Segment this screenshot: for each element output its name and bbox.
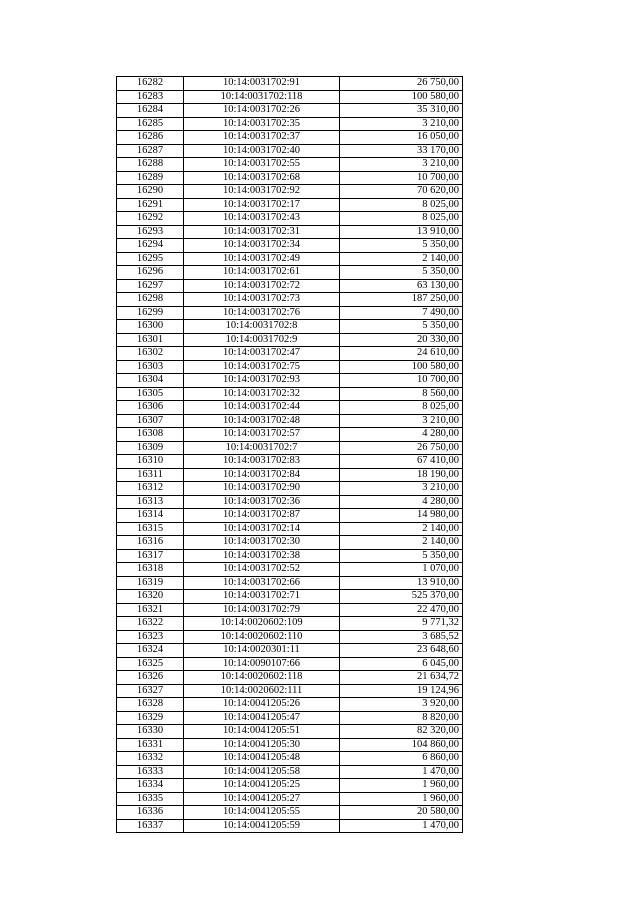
row-number-cell: 16300 [117,320,184,334]
value-cell: 2 140,00 [340,252,463,266]
value-cell: 5 350,00 [340,266,463,280]
cadastral-number-cell: 10:14:0090107:66 [184,657,340,671]
row-number-cell: 16283 [117,90,184,104]
table-row [117,77,463,91]
row-number-cell: 16317 [117,549,184,563]
table-row [117,225,463,239]
cadastral-number-cell: 10:14:0031702:52 [184,563,340,577]
table-row [117,563,463,577]
row-number-cell: 16287 [117,144,184,158]
cadastral-number-cell: 10:14:0041205:48 [184,752,340,766]
table-body [117,77,463,833]
cadastral-number-cell: 10:14:0031702:44 [184,401,340,415]
table-row [117,779,463,793]
value-cell: 63 130,00 [340,279,463,293]
table-row [117,455,463,469]
row-number-cell: 16292 [117,212,184,226]
table-row [117,104,463,118]
row-number-cell: 16323 [117,630,184,644]
cadastral-number-cell: 10:14:0031702:68 [184,171,340,185]
table-row [117,185,463,199]
cadastral-number-cell: 10:14:0041205:25 [184,779,340,793]
value-cell: 3 210,00 [340,158,463,172]
cadastral-number-cell: 10:14:0041205:58 [184,765,340,779]
value-cell: 26 750,00 [340,77,463,91]
row-number-cell: 16327 [117,684,184,698]
value-cell: 4 280,00 [340,428,463,442]
cadastral-number-cell: 10:14:0031702:47 [184,347,340,361]
value-cell: 8 025,00 [340,401,463,415]
value-cell: 1 470,00 [340,819,463,833]
cadastral-number-cell: 10:14:0031702:79 [184,603,340,617]
table-row [117,293,463,307]
table-row [117,320,463,334]
value-cell: 6 045,00 [340,657,463,671]
value-cell: 6 860,00 [340,752,463,766]
table-row [117,117,463,131]
value-cell: 7 490,00 [340,306,463,320]
value-cell: 8 820,00 [340,711,463,725]
row-number-cell: 16316 [117,536,184,550]
table-row [117,401,463,415]
value-cell: 3 210,00 [340,414,463,428]
row-number-cell: 16335 [117,792,184,806]
value-cell: 13 910,00 [340,225,463,239]
row-number-cell: 16321 [117,603,184,617]
row-number-cell: 16329 [117,711,184,725]
cadastral-number-cell: 10:14:0031702:55 [184,158,340,172]
row-number-cell: 16302 [117,347,184,361]
cadastral-number-cell: 10:14:0031702:61 [184,266,340,280]
table-row [117,549,463,563]
row-number-cell: 16295 [117,252,184,266]
cadastral-number-cell: 10:14:0041205:55 [184,806,340,820]
cadastral-number-cell: 10:14:0031702:91 [184,77,340,91]
cadastral-number-cell: 10:14:0031702:92 [184,185,340,199]
row-number-cell: 16318 [117,563,184,577]
value-cell: 19 124,96 [340,684,463,698]
row-number-cell: 16284 [117,104,184,118]
row-number-cell: 16305 [117,387,184,401]
row-number-cell: 16337 [117,819,184,833]
cadastral-number-cell: 10:14:0031702:36 [184,495,340,509]
table-row [117,198,463,212]
row-number-cell: 16325 [117,657,184,671]
row-number-cell: 16307 [117,414,184,428]
row-number-cell: 16330 [117,725,184,739]
row-number-cell: 16282 [117,77,184,91]
table-row [117,428,463,442]
value-cell: 5 350,00 [340,320,463,334]
table-row [117,266,463,280]
table-row [117,239,463,253]
value-cell: 1 070,00 [340,563,463,577]
table-row [117,252,463,266]
cadastral-number-cell: 10:14:0031702:57 [184,428,340,442]
row-number-cell: 16288 [117,158,184,172]
row-number-cell: 16304 [117,374,184,388]
table-row [117,711,463,725]
value-cell: 24 610,00 [340,347,463,361]
row-number-cell: 16308 [117,428,184,442]
row-number-cell: 16291 [117,198,184,212]
table-row [117,590,463,604]
cadastral-number-cell: 10:14:0031702:66 [184,576,340,590]
table-row [117,765,463,779]
value-cell: 2 140,00 [340,522,463,536]
value-cell: 82 320,00 [340,725,463,739]
table-row [117,617,463,631]
cadastral-number-cell: 10:14:0031702:17 [184,198,340,212]
table-row [117,333,463,347]
cadastral-number-cell: 10:14:0031702:40 [184,144,340,158]
row-number-cell: 16306 [117,401,184,415]
table-row [117,536,463,550]
cadastral-number-cell: 10:14:0031702:84 [184,468,340,482]
table-row [117,698,463,712]
value-cell: 3 685,52 [340,630,463,644]
table-row [117,725,463,739]
value-cell: 187 250,00 [340,293,463,307]
table-row [117,684,463,698]
row-number-cell: 16313 [117,495,184,509]
value-cell: 8 025,00 [340,212,463,226]
value-cell: 67 410,00 [340,455,463,469]
cadastral-number-cell: 10:14:0031702:75 [184,360,340,374]
value-cell: 104 860,00 [340,738,463,752]
cadastral-number-cell: 10:14:0031702:83 [184,455,340,469]
row-number-cell: 16309 [117,441,184,455]
cadastral-number-cell: 10:14:0031702:35 [184,117,340,131]
table-row [117,347,463,361]
cadastral-number-cell: 10:14:0031702:71 [184,590,340,604]
row-number-cell: 16314 [117,509,184,523]
table-row [117,792,463,806]
table-row [117,158,463,172]
cadastral-number-cell: 10:14:0031702:32 [184,387,340,401]
value-cell: 33 170,00 [340,144,463,158]
table-row [117,630,463,644]
row-number-cell: 16333 [117,765,184,779]
value-cell: 9 771,32 [340,617,463,631]
table-row [117,279,463,293]
table-row [117,657,463,671]
cadastral-number-cell: 10:14:0031702:43 [184,212,340,226]
cadastral-number-cell: 10:14:0031702:38 [184,549,340,563]
value-cell: 8 025,00 [340,198,463,212]
value-cell: 3 210,00 [340,117,463,131]
row-number-cell: 16336 [117,806,184,820]
row-number-cell: 16331 [117,738,184,752]
cadastral-number-cell: 10:14:0031702:26 [184,104,340,118]
cadastral-number-cell: 10:14:0031702:31 [184,225,340,239]
row-number-cell: 16285 [117,117,184,131]
table-row [117,522,463,536]
value-cell: 13 910,00 [340,576,463,590]
cadastral-number-cell: 10:14:0020602:110 [184,630,340,644]
row-number-cell: 16290 [117,185,184,199]
cadastral-number-cell: 10:14:0031702:73 [184,293,340,307]
cadastral-number-cell: 10:14:0031702:34 [184,239,340,253]
cadastral-number-cell: 10:14:0020602:118 [184,671,340,685]
table-row [117,644,463,658]
cadastral-value-table [116,76,463,833]
value-cell: 1 470,00 [340,765,463,779]
table-row [117,212,463,226]
value-cell: 18 190,00 [340,468,463,482]
table-row [117,671,463,685]
row-number-cell: 16293 [117,225,184,239]
value-cell: 2 140,00 [340,536,463,550]
row-number-cell: 16334 [117,779,184,793]
row-number-cell: 16301 [117,333,184,347]
value-cell: 1 960,00 [340,792,463,806]
value-cell: 21 634,72 [340,671,463,685]
cadastral-number-cell: 10:14:0041205:30 [184,738,340,752]
value-cell: 10 700,00 [340,171,463,185]
row-number-cell: 16312 [117,482,184,496]
table-row [117,90,463,104]
row-number-cell: 16296 [117,266,184,280]
cadastral-number-cell: 10:14:0031702:37 [184,131,340,145]
row-number-cell: 16297 [117,279,184,293]
value-cell: 5 350,00 [340,549,463,563]
row-number-cell: 16294 [117,239,184,253]
cadastral-number-cell: 10:14:0031702:76 [184,306,340,320]
table-row [117,360,463,374]
cadastral-number-cell: 10:14:0031702:49 [184,252,340,266]
value-cell: 35 310,00 [340,104,463,118]
table-row [117,806,463,820]
cadastral-number-cell: 10:14:0041205:59 [184,819,340,833]
table-row [117,306,463,320]
value-cell: 4 280,00 [340,495,463,509]
table-row [117,144,463,158]
value-cell: 1 960,00 [340,779,463,793]
cadastral-number-cell: 10:14:0020301:11 [184,644,340,658]
value-cell: 5 350,00 [340,239,463,253]
cadastral-number-cell: 10:14:0020602:111 [184,684,340,698]
value-cell: 20 580,00 [340,806,463,820]
cadastral-number-cell: 10:14:0031702:7 [184,441,340,455]
table-row [117,603,463,617]
row-number-cell: 16324 [117,644,184,658]
table-row [117,171,463,185]
cadastral-number-cell: 10:14:0031702:87 [184,509,340,523]
value-cell: 8 560,00 [340,387,463,401]
table-row [117,482,463,496]
cadastral-number-cell: 10:14:0041205:51 [184,725,340,739]
table-row [117,509,463,523]
table-row [117,131,463,145]
value-cell: 525 370,00 [340,590,463,604]
row-number-cell: 16326 [117,671,184,685]
table-row [117,819,463,833]
table-row [117,495,463,509]
row-number-cell: 16319 [117,576,184,590]
row-number-cell: 16303 [117,360,184,374]
cadastral-number-cell: 10:14:0031702:93 [184,374,340,388]
table-row [117,374,463,388]
row-number-cell: 16289 [117,171,184,185]
table-row [117,414,463,428]
table-row [117,752,463,766]
row-number-cell: 16311 [117,468,184,482]
table-row [117,441,463,455]
value-cell: 26 750,00 [340,441,463,455]
table-row [117,738,463,752]
row-number-cell: 16320 [117,590,184,604]
cadastral-number-cell: 10:14:0041205:26 [184,698,340,712]
cadastral-number-cell: 10:14:0031702:48 [184,414,340,428]
value-cell: 3 920,00 [340,698,463,712]
cadastral-number-cell: 10:14:0041205:47 [184,711,340,725]
value-cell: 100 580,00 [340,360,463,374]
cadastral-number-cell: 10:14:0020602:109 [184,617,340,631]
row-number-cell: 16310 [117,455,184,469]
value-cell: 22 470,00 [340,603,463,617]
cadastral-number-cell: 10:14:0031702:30 [184,536,340,550]
cadastral-number-cell: 10:14:0031702:14 [184,522,340,536]
row-number-cell: 16332 [117,752,184,766]
value-cell: 16 050,00 [340,131,463,145]
row-number-cell: 16298 [117,293,184,307]
table-row [117,387,463,401]
value-cell: 70 620,00 [340,185,463,199]
value-cell: 10 700,00 [340,374,463,388]
value-cell: 100 580,00 [340,90,463,104]
table-row [117,468,463,482]
table-row [117,576,463,590]
row-number-cell: 16299 [117,306,184,320]
value-cell: 3 210,00 [340,482,463,496]
cadastral-number-cell: 10:14:0041205:27 [184,792,340,806]
row-number-cell: 16286 [117,131,184,145]
cadastral-number-cell: 10:14:0031702:118 [184,90,340,104]
row-number-cell: 16322 [117,617,184,631]
cadastral-number-cell: 10:14:0031702:90 [184,482,340,496]
row-number-cell: 16328 [117,698,184,712]
value-cell: 23 648,60 [340,644,463,658]
cadastral-number-cell: 10:14:0031702:9 [184,333,340,347]
cadastral-number-cell: 10:14:0031702:72 [184,279,340,293]
cadastral-number-cell: 10:14:0031702:8 [184,320,340,334]
row-number-cell: 16315 [117,522,184,536]
value-cell: 14 980,00 [340,509,463,523]
value-cell: 20 330,00 [340,333,463,347]
